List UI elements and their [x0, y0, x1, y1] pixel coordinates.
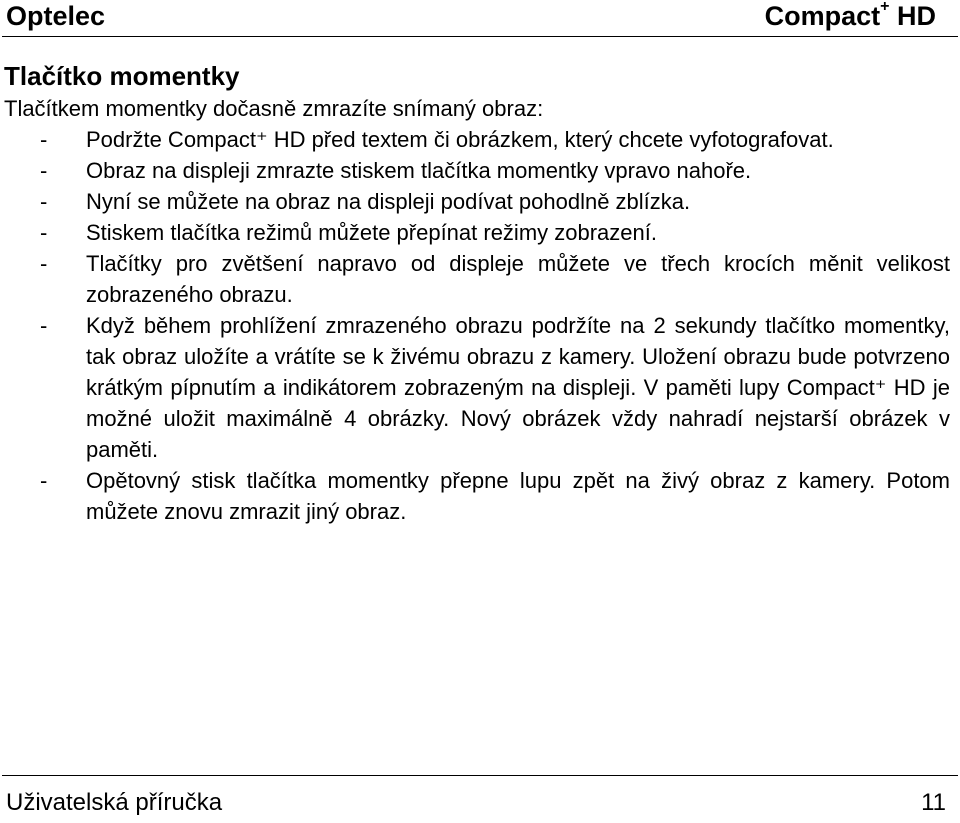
- list-bullet: -: [40, 220, 48, 245]
- page-footer: [2, 775, 958, 823]
- list-item: [4, 186, 950, 217]
- list-item-text: Obraz na displeji zmrazte stiskem tlačítka momentky vpravo nahoře.: [86, 158, 752, 183]
- main-content: [4, 58, 950, 527]
- list-item: [4, 248, 950, 310]
- list-bullet: -: [40, 251, 48, 276]
- page-number: 11: [921, 789, 946, 816]
- list-item: [4, 310, 950, 465]
- list-bullet: -: [40, 158, 48, 183]
- section-intro: Tlačítkem momentky dočasně zmrazíte snímaný obraz:: [4, 96, 544, 121]
- list-bullet: -: [40, 189, 48, 214]
- list-bullet: -: [40, 468, 48, 493]
- list-item-text: Podržte Compact⁺ HD před textem či obrázkem, který chcete vyfotografovat.: [86, 127, 834, 152]
- list-item-text: Opětovný stisk tlačítka momentky přepne lupu zpět na živý obraz z kamery. Potom můžete znovu zmrazit jiný obraz.: [86, 468, 950, 524]
- list-bullet: -: [40, 127, 48, 152]
- list-item-text: Stiskem tlačítka režimů můžete přepínat režimy zobrazení.: [86, 220, 657, 245]
- list-item-text: Tlačítky pro zvětšení napravo od displeje můžete ve třech krocích měnit velikost zobrazeného obrazu.: [86, 251, 950, 307]
- instruction-list: [4, 124, 950, 527]
- list-bullet: -: [40, 313, 48, 338]
- product-name: [765, 1, 936, 32]
- product-name-suffix: HD: [889, 1, 936, 31]
- list-item-text: Nyní se můžete na obraz na displeji podívat pohodlně zblízka.: [86, 189, 691, 214]
- brand-name: Optelec: [6, 1, 106, 31]
- page-header: [2, 0, 958, 37]
- list-item: [4, 124, 950, 155]
- product-name-plus: +: [880, 0, 890, 15]
- section-title: Tlačítko momentky: [4, 61, 240, 91]
- footer-guide-title: Uživatelská příručka: [6, 789, 223, 816]
- list-item-text: Když během prohlížení zmrazeného obrazu podržíte na 2 sekundy tlačítko momentky, tak obraz uložíte a vrátíte se k živému obrazu z kamery. Uložení obrazu bude potvrzeno krátkým pípnutím a indikátorem zobrazeným na displeji. V paměti lupy Compact⁺ HD je možné uložit maximálně 4 obrázky. Nový obrázek vždy nahradí nejstarší obrázek v paměti.: [86, 313, 950, 462]
- list-item: [4, 465, 950, 527]
- product-name-main: Compact: [764, 1, 881, 31]
- list-item: [4, 217, 950, 248]
- list-item: [4, 155, 950, 186]
